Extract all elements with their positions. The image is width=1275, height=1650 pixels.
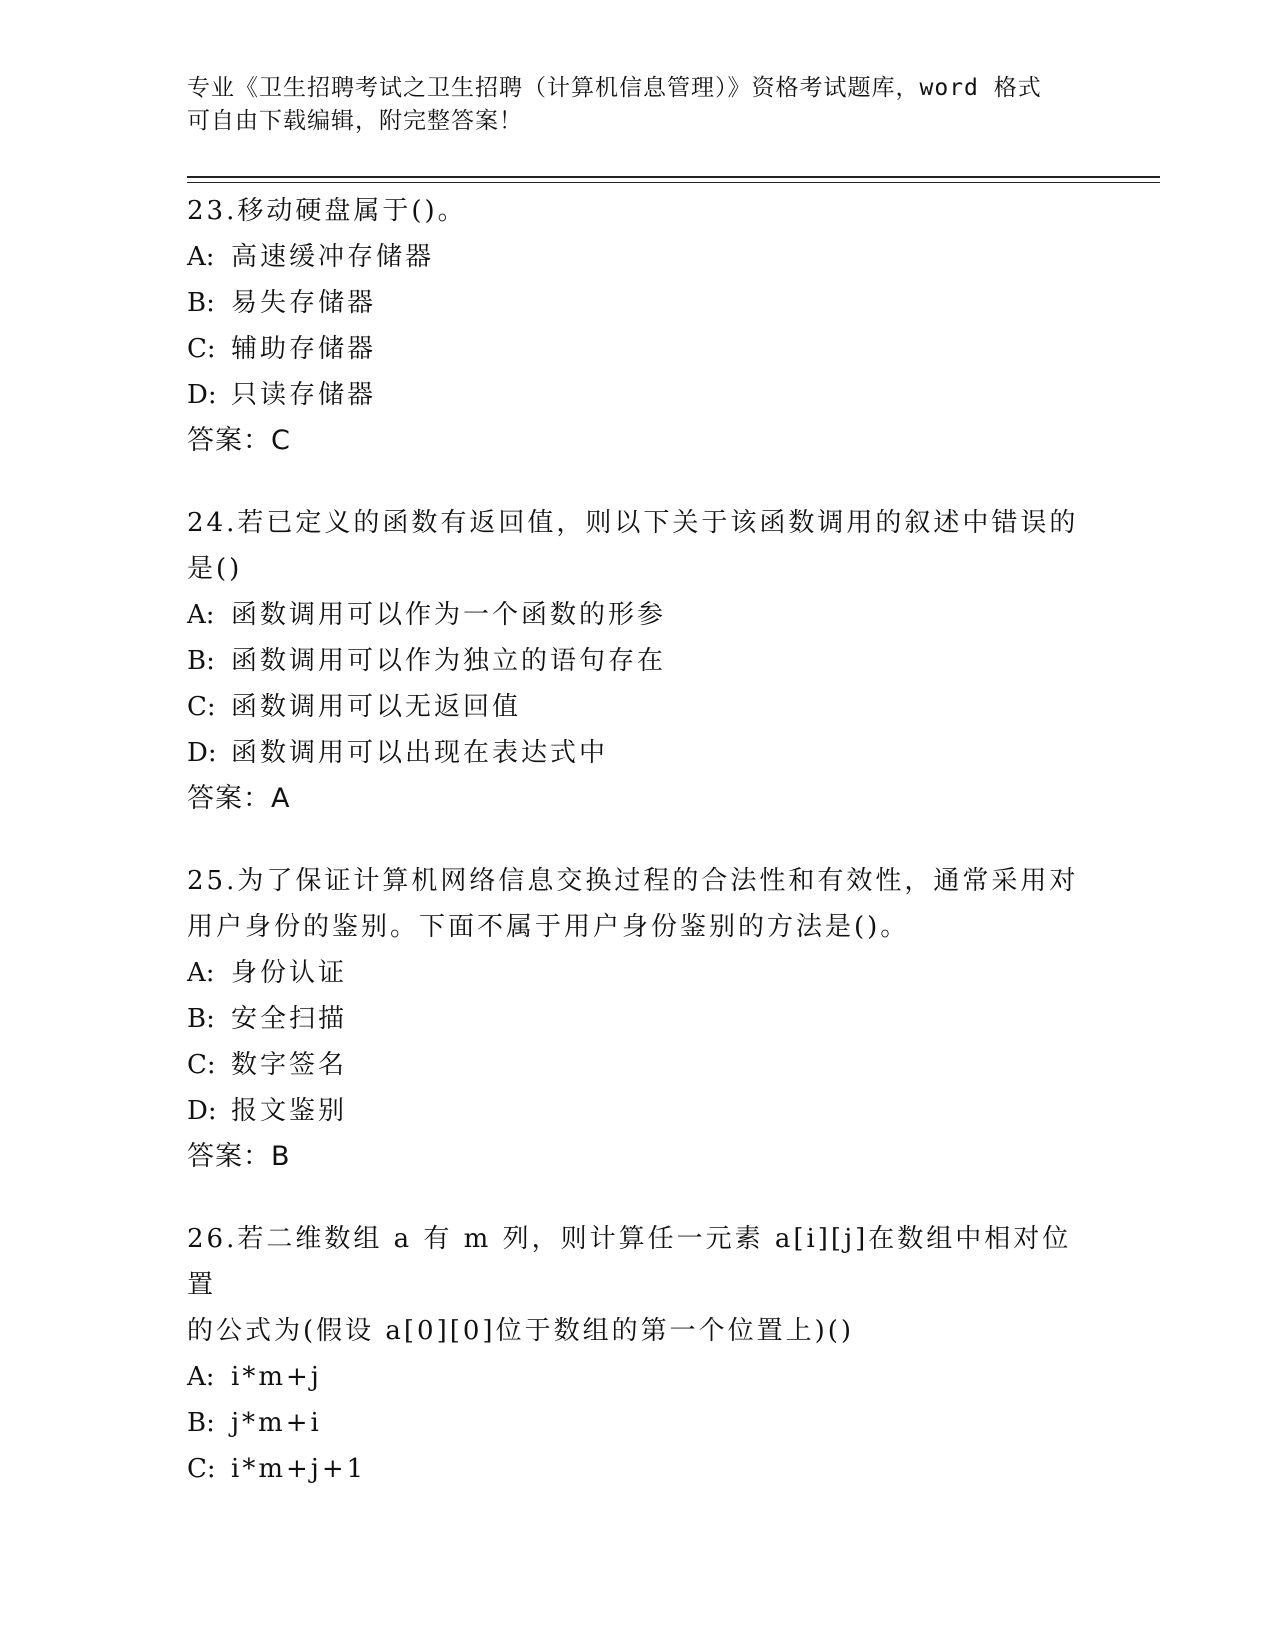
option-text: 只读存储器 [231, 380, 377, 410]
header-divider-thick [187, 176, 1160, 178]
option-text: j*m+i [231, 1408, 322, 1438]
question-25 [187, 858, 1087, 1180]
option-label: A: [187, 1362, 215, 1392]
option-label: D: [187, 380, 217, 410]
option-d [187, 1088, 1087, 1134]
option-text: 身份认证 [231, 958, 348, 988]
option-text: i*m+j+1 [231, 1454, 367, 1484]
option-c [187, 1446, 1087, 1492]
option-b [187, 996, 1087, 1042]
option-text: 函数调用可以无返回值 [231, 692, 522, 722]
answer-line: 答案：A [187, 783, 291, 814]
option-label: B: [187, 288, 215, 318]
option-d [187, 730, 1087, 776]
answer-line: 答案：B [187, 1141, 291, 1172]
option-b [187, 638, 1087, 684]
option-a [187, 592, 1087, 638]
header-divider-thin [187, 182, 1160, 183]
option-label: C: [187, 1050, 216, 1080]
question-stem: 23.移动硬盘属于()。 [187, 196, 467, 226]
option-text: i*m+j [231, 1362, 322, 1392]
question-stem: 26.若二维数组 a 有 m 列，则计算任一元素 a[i][j]在数组中相对位置 [187, 1224, 1072, 1300]
option-d [187, 372, 1087, 418]
option-a [187, 1354, 1087, 1400]
option-text: 报文鉴别 [231, 1096, 348, 1126]
option-text: 辅助存储器 [231, 334, 377, 364]
option-a [187, 950, 1087, 996]
document-header [187, 72, 1087, 138]
question-stem-continued: 是() [187, 554, 243, 584]
option-label: B: [187, 1004, 215, 1034]
option-text: 高速缓冲存储器 [231, 242, 435, 272]
option-label: B: [187, 646, 215, 676]
question-stem: 24.若已定义的函数有返回值，则以下关于该函数调用的叙述中错误的 [187, 508, 1079, 538]
header-line: 专业《卫生招聘考试之卫生招聘（计算机信息管理）》资格考试题库，word 格式 [187, 75, 1042, 101]
option-label: A: [187, 958, 215, 988]
option-text: 易失存储器 [231, 288, 377, 318]
header-line: 可自由下载编辑，附完整答案！ [187, 108, 523, 134]
option-text: 安全扫描 [231, 1004, 348, 1034]
question-stem-continued: 的公式为(假设 a[0][0]位于数组的第一个位置上)() [187, 1316, 854, 1346]
option-text: 函数调用可以出现在表达式中 [231, 738, 609, 768]
option-a [187, 234, 1087, 280]
question-stem: 25.为了保证计算机网络信息交换过程的合法性和有效性，通常采用对 [187, 866, 1079, 896]
option-label: D: [187, 1096, 217, 1126]
question-24 [187, 500, 1087, 822]
option-c [187, 1042, 1087, 1088]
option-text: 函数调用可以作为一个函数的形参 [231, 600, 667, 630]
option-c [187, 326, 1087, 372]
option-b [187, 1400, 1087, 1446]
question-list [187, 188, 1087, 1528]
option-text: 数字签名 [231, 1050, 348, 1080]
option-c [187, 684, 1087, 730]
answer-line: 答案：C [187, 425, 291, 456]
option-text: 函数调用可以作为独立的语句存在 [231, 646, 667, 676]
option-label: A: [187, 242, 215, 272]
option-label: C: [187, 334, 216, 364]
question-stem-continued: 用户身份的鉴别。下面不属于用户身份鉴别的方法是()。 [187, 912, 910, 942]
question-23 [187, 188, 1087, 464]
option-label: C: [187, 692, 216, 722]
option-label: A: [187, 600, 215, 630]
question-26 [187, 1216, 1087, 1492]
option-label: D: [187, 738, 217, 768]
option-label: B: [187, 1408, 215, 1438]
option-label: C: [187, 1454, 216, 1484]
option-b [187, 280, 1087, 326]
